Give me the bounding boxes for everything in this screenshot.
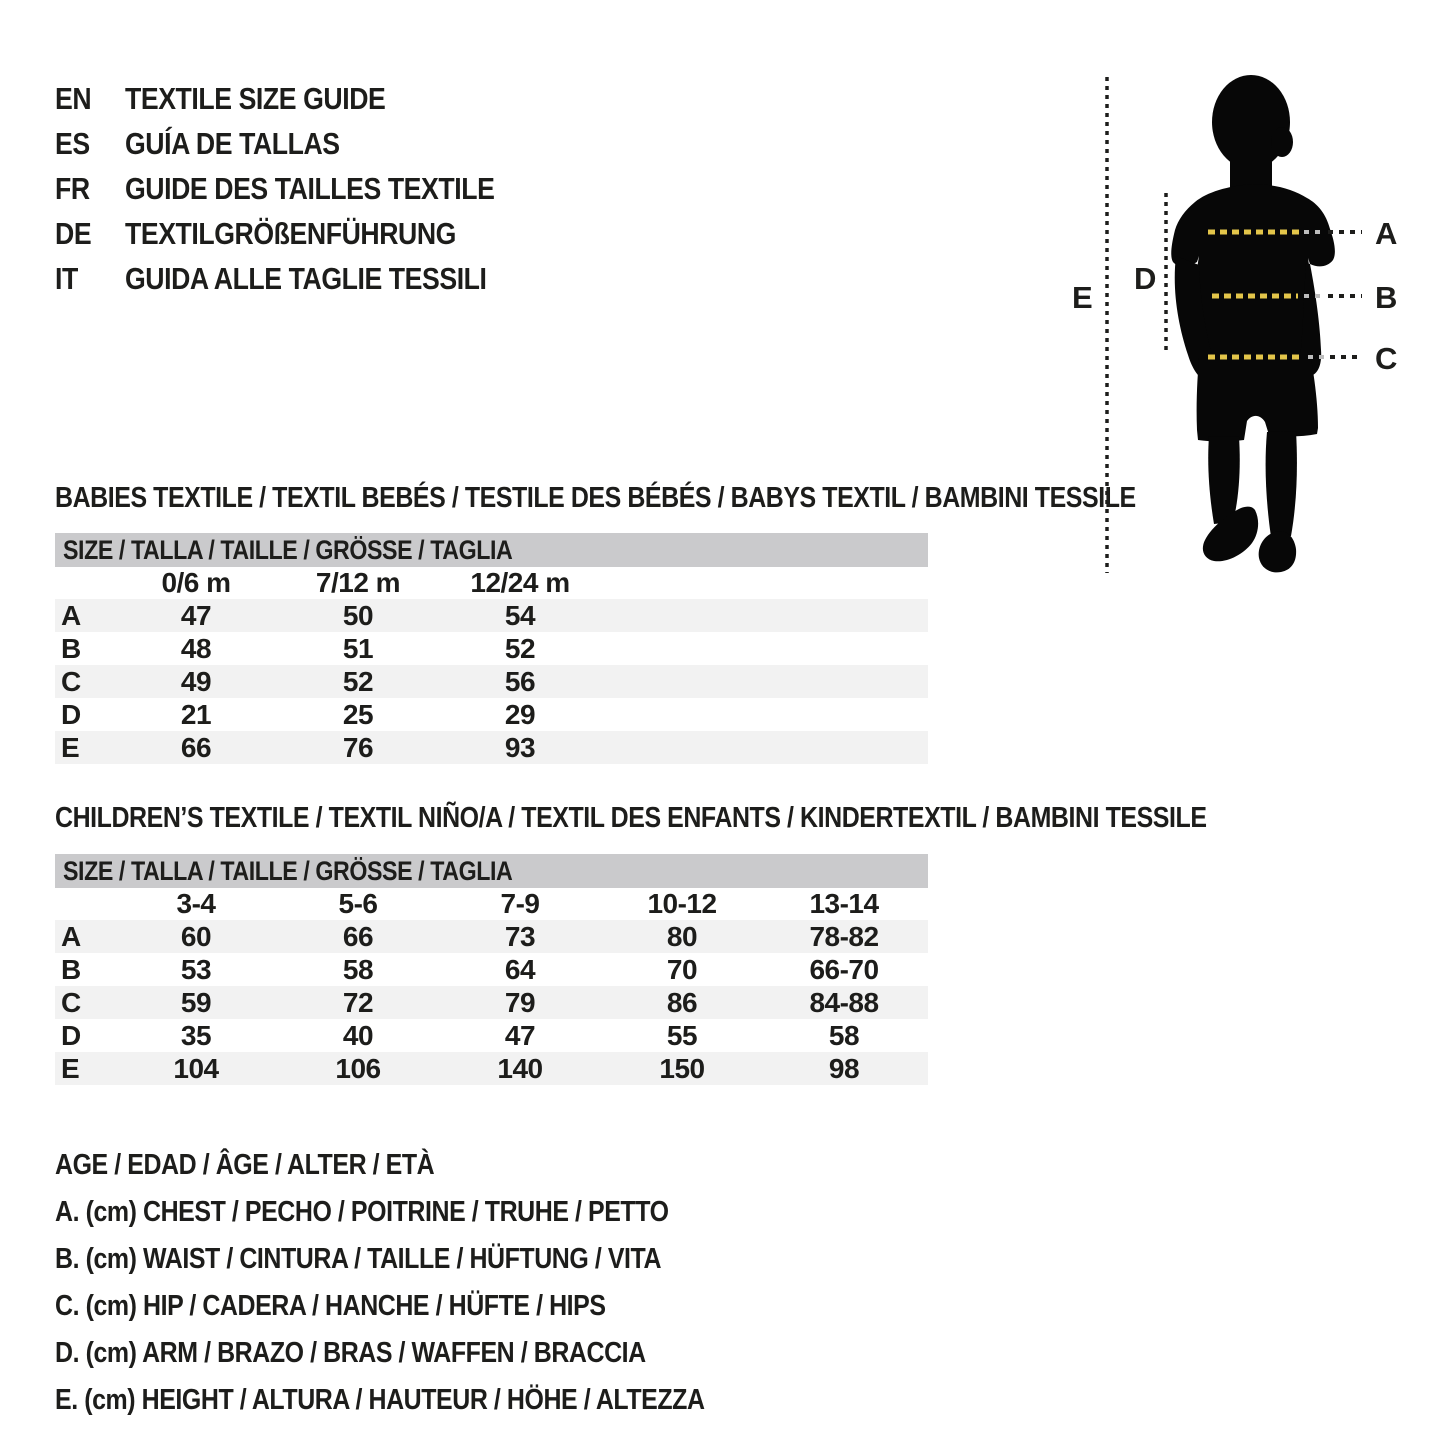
row-label: A [61, 921, 81, 952]
cell: 60 [180, 921, 212, 952]
cell: 104 [173, 1053, 219, 1084]
cell: 80 [666, 921, 698, 952]
children-size-header-label: SIZE / TALLA / TAILLE / GRÖSSE / TAGLIA [63, 856, 513, 886]
cell: 93 [504, 732, 536, 763]
lang-row-fr [55, 166, 555, 211]
babies-section-title [55, 482, 1312, 515]
children-column-headers [55, 888, 928, 920]
label-b: B [1375, 280, 1398, 315]
legend-age-text: AGE / EDAD / ÂGE / ALTER / ETÀ [55, 1149, 435, 1181]
cell: 47 [180, 600, 212, 631]
lang-title-es: GUÍA DE TALLAS [125, 126, 340, 161]
table-row-a [55, 920, 928, 953]
lang-row-es [55, 121, 555, 166]
row-label: B [61, 954, 81, 985]
lang-code-de: DE [55, 216, 92, 251]
table-row-b [55, 953, 928, 986]
lang-row-en [55, 76, 555, 121]
row-label: A [61, 600, 81, 631]
cell: 66 [342, 921, 374, 952]
cell: 59 [180, 987, 212, 1018]
cell: 66-70 [809, 954, 879, 985]
column-header-12-24m: 12/24 m [470, 567, 570, 598]
cell: 50 [342, 600, 374, 631]
children-section-title [55, 802, 1394, 835]
row-label: E [61, 732, 80, 763]
cell: 53 [180, 954, 212, 985]
cell: 52 [342, 666, 374, 697]
children-table-header-bar [55, 854, 928, 888]
babies-size-table [55, 533, 928, 764]
label-c: C [1375, 341, 1398, 376]
column-header-5-6: 5-6 [338, 888, 378, 919]
cell: 73 [504, 921, 536, 952]
label-a: A [1375, 216, 1398, 251]
cell: 58 [828, 1020, 860, 1051]
cell: 25 [342, 699, 374, 730]
legend-height [55, 1377, 810, 1424]
column-header-3-4: 3-4 [176, 888, 216, 919]
table-row-b [55, 632, 928, 665]
legend-age [55, 1142, 810, 1189]
cell: 106 [335, 1053, 381, 1084]
lang-title-de: TEXTILGRÖßENFÜHRUNG [125, 216, 456, 251]
cell: 56 [504, 666, 536, 697]
column-spacer [55, 567, 115, 599]
lang-code-es: ES [55, 126, 90, 161]
cell: 70 [666, 954, 698, 985]
cell: 21 [180, 699, 212, 730]
column-header-7-12m: 7/12 m [315, 567, 401, 598]
cell: 86 [666, 987, 698, 1018]
cell: 52 [504, 633, 536, 664]
cell: 35 [180, 1020, 212, 1051]
column-header-7-9: 7-9 [500, 888, 540, 919]
legend-hip [55, 1283, 810, 1330]
cell: 66 [180, 732, 212, 763]
legend-hip-text: C. (cm) HIP / CADERA / HANCHE / HÜFTE / HIPS [55, 1290, 606, 1322]
child-measurement-figure [1060, 60, 1445, 605]
row-label: C [61, 666, 81, 697]
cell: 78-82 [809, 921, 879, 952]
table-row-d [55, 698, 928, 731]
language-title-block [55, 76, 555, 301]
cell: 29 [504, 699, 536, 730]
column-header-0-6m: 0/6 m [161, 567, 231, 598]
lang-title-it: GUIDA ALLE TAGLIE TESSILI [125, 261, 487, 296]
lang-code-en: EN [55, 81, 92, 116]
lang-row-de [55, 211, 555, 256]
row-label: C [61, 987, 81, 1018]
cell: 150 [659, 1053, 705, 1084]
cell: 76 [342, 732, 374, 763]
lang-title-en: TEXTILE SIZE GUIDE [125, 81, 386, 116]
table-row-e [55, 1052, 928, 1085]
table-row-a [55, 599, 928, 632]
legend-arm-text: D. (cm) ARM / BRAZO / BRAS / WAFFEN / BRACCIA [55, 1337, 646, 1369]
measurement-legend [55, 1142, 810, 1424]
babies-column-headers [55, 567, 928, 599]
legend-chest [55, 1189, 810, 1236]
cell: 140 [497, 1053, 543, 1084]
column-header-10-12: 10-12 [647, 888, 717, 919]
children-section-title-text: CHILDREN’S TEXTILE / TEXTIL NIÑO/A / TEXTIL DES ENFANTS / KINDERTEXTIL / BAMBINI TESSILE [55, 802, 1207, 834]
column-spacer [55, 888, 115, 920]
cell: 84-88 [809, 987, 879, 1018]
cell: 55 [666, 1020, 698, 1051]
cell: 49 [180, 666, 212, 697]
label-e: E [1072, 280, 1093, 315]
cell: 54 [504, 600, 536, 631]
table-row-c [55, 665, 928, 698]
lang-code-fr: FR [55, 171, 90, 206]
cell: 51 [342, 633, 374, 664]
label-d: D [1134, 261, 1157, 296]
lang-row-it [55, 256, 555, 301]
row-label: D [61, 1020, 81, 1051]
row-label: D [61, 699, 81, 730]
cell: 40 [342, 1020, 374, 1051]
column-header-13-14: 13-14 [809, 888, 879, 919]
cell: 47 [504, 1020, 536, 1051]
table-row-e [55, 731, 928, 764]
row-label: E [61, 1053, 80, 1084]
cell: 98 [828, 1053, 860, 1084]
table-row-c [55, 986, 928, 1019]
cell: 79 [504, 987, 536, 1018]
cell: 58 [342, 954, 374, 985]
legend-waist-text: B. (cm) WAIST / CINTURA / TAILLE / HÜFTUNG / VITA [55, 1243, 662, 1275]
row-label: B [61, 633, 81, 664]
cell: 48 [180, 633, 212, 664]
lang-code-it: IT [55, 261, 78, 296]
babies-table-header-bar [55, 533, 928, 567]
babies-size-header-label: SIZE / TALLA / TAILLE / GRÖSSE / TAGLIA [63, 535, 513, 565]
babies-section-title-text: BABIES TEXTILE / TEXTIL BEBÉS / TESTILE DES BÉBÉS / BABYS TEXTIL / BAMBINI TESSILE [55, 482, 1136, 514]
legend-arm [55, 1330, 810, 1377]
legend-waist [55, 1236, 810, 1283]
cell: 64 [504, 954, 536, 985]
children-size-table [55, 854, 928, 1085]
table-row-d [55, 1019, 928, 1052]
cell: 72 [342, 987, 374, 1018]
lang-title-fr: GUIDE DES TAILLES TEXTILE [125, 171, 495, 206]
legend-chest-text: A. (cm) CHEST / PECHO / POITRINE / TRUHE / PETTO [55, 1196, 669, 1228]
legend-height-text: E. (cm) HEIGHT / ALTURA / HAUTEUR / HÖHE / ALTEZZA [55, 1384, 705, 1416]
